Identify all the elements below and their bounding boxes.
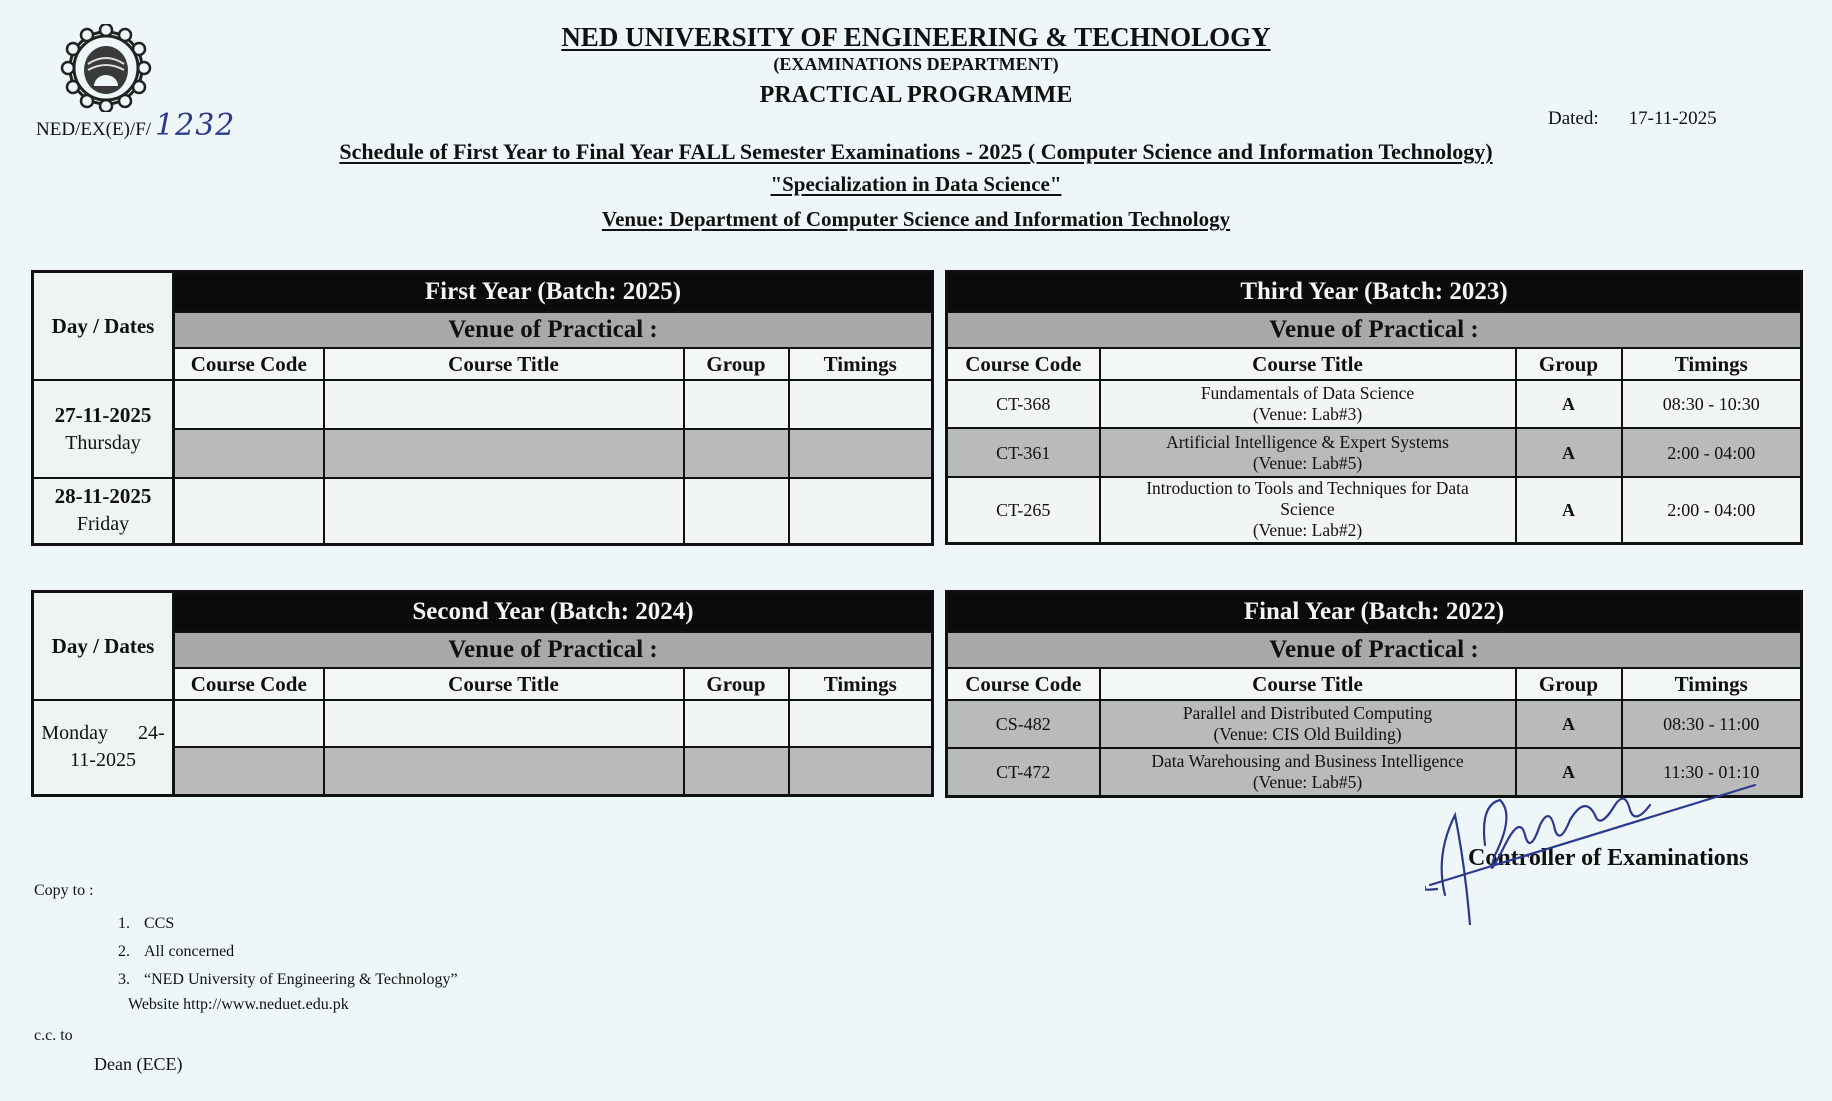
venue-of-practical: Venue of Practical :: [947, 312, 1802, 348]
course-title: Parallel and Distributed Computing: [1182, 703, 1433, 723]
date: 27-11-2025: [54, 402, 152, 427]
course-title-cell: [1100, 477, 1516, 543]
empty-cell: [789, 700, 933, 747]
day-dates-header: Day / Dates: [33, 592, 174, 701]
schedule-title: Schedule of First Year to Final Year FALL Semester Examinations - 2025 ( Computer Science and Information Technology): [339, 139, 1493, 164]
group: A: [1516, 428, 1622, 477]
course-code-header: Course Code: [947, 348, 1100, 380]
venue-title: Venue: Department of Computer Science and Information Technology: [601, 207, 1231, 231]
empty-cell: [684, 478, 789, 544]
empty-cell: [789, 429, 933, 478]
group: A: [1516, 477, 1622, 543]
date: 28-11-2025: [54, 484, 152, 509]
timings-header: Timings: [789, 348, 933, 380]
date-cell: [33, 700, 174, 795]
empty-cell: [174, 429, 324, 478]
empty-cell: [174, 478, 324, 544]
group: A: [1516, 700, 1622, 748]
timings-header: Timings: [1622, 668, 1802, 700]
table-row: [947, 380, 1802, 428]
second-year-table: [31, 590, 934, 797]
cc-label: c.c. to: [34, 1027, 73, 1044]
venue-of-practical: Venue of Practical :: [174, 312, 933, 348]
university-title: NED UNIVERSITY OF ENGINEERING & TECHNOLOGY: [561, 22, 1271, 52]
course-code: CT-361: [947, 428, 1100, 477]
course-code: CT-368: [947, 380, 1100, 428]
empty-cell: [684, 747, 789, 795]
empty-cell: [174, 747, 324, 795]
final-year-table: [945, 590, 1803, 798]
table-row: [947, 477, 1802, 543]
first-year-table: [31, 270, 934, 546]
course-title-header: Course Title: [324, 348, 684, 380]
dated-value: 17-11-2025: [1628, 108, 1717, 129]
weekday: Thursday: [65, 431, 141, 454]
list-item: 1. CCS: [118, 915, 175, 932]
timings: 2:00 - 04:00: [1622, 477, 1802, 543]
empty-cell: [324, 700, 684, 747]
course-title: Fundamentals of Data Science: [1200, 383, 1415, 403]
reference-handwritten: 1232: [155, 108, 236, 143]
timings: 08:30 - 10:30: [1622, 380, 1802, 428]
list-item: 3. “NED University of Engineering & Technology”: [118, 971, 458, 988]
empty-cell: [324, 380, 684, 429]
empty-cell: [789, 380, 933, 429]
course-code-header: Course Code: [174, 668, 324, 700]
final-year-title: Final Year (Batch: 2022): [947, 592, 1802, 633]
copy-to-label: Copy to :: [34, 882, 94, 899]
group: A: [1516, 380, 1622, 428]
empty-cell: [684, 700, 789, 747]
copy-to-list: [118, 910, 458, 994]
empty-cell: [324, 478, 684, 544]
empty-cell: [174, 700, 324, 747]
course-code-header: Course Code: [947, 668, 1100, 700]
third-year-table: [945, 270, 1803, 545]
group-header: Group: [1516, 348, 1622, 380]
third-year-title: Third Year (Batch: 2023): [947, 272, 1802, 313]
course-title: Data Warehousing and Business Intelligence: [1151, 750, 1464, 771]
course-venue: (Venue: CIS Old Building): [1213, 724, 1402, 744]
reference-number: [36, 108, 235, 143]
first-year-title: First Year (Batch: 2025): [174, 272, 933, 313]
course-title-cell: [1100, 700, 1516, 748]
empty-cell: [324, 429, 684, 478]
day-dates-header: Day / Dates: [33, 272, 174, 381]
course-title: Artificial Intelligence & Expert Systems: [1166, 431, 1449, 452]
course-venue: (Venue: Lab#3): [1252, 404, 1363, 424]
second-year-title: Second Year (Batch: 2024): [174, 592, 933, 633]
course-title-cell: [1100, 380, 1516, 428]
empty-cell: [789, 478, 933, 544]
group-header: Group: [1516, 668, 1622, 700]
dated: [1548, 108, 1717, 130]
signature-icon: [1425, 775, 1765, 925]
date-cell: [33, 380, 174, 478]
course-title-header: Course Title: [1100, 668, 1516, 700]
group: A: [1516, 748, 1622, 796]
venue-of-practical: Venue of Practical :: [174, 632, 933, 668]
reference-prefix: NED/EX(E)/F/: [36, 119, 152, 140]
table-row: [947, 428, 1802, 477]
course-title-header: Course Title: [1100, 348, 1516, 380]
empty-cell: [684, 429, 789, 478]
empty-cell: [324, 747, 684, 795]
controller-designation: Controller of Examinations: [1468, 845, 1749, 871]
course-title: Introduction to Tools and Techniques for Data Science: [1146, 478, 1469, 520]
empty-cell: [174, 380, 324, 429]
empty-cell: [789, 747, 933, 795]
course-venue: (Venue: Lab#5): [1252, 771, 1363, 792]
group-header: Group: [684, 348, 789, 380]
course-code: CT-472: [947, 748, 1100, 796]
course-code: CS-482: [947, 700, 1100, 748]
venue-of-practical: Venue of Practical :: [947, 632, 1802, 668]
specialization-title: "Specialization in Data Science": [770, 172, 1062, 196]
date-line-1: Monday 24-: [41, 722, 165, 745]
programme-title: PRACTICAL PROGRAMME: [759, 82, 1073, 108]
department-subtitle: (EXAMINATIONS DEPARTMENT): [773, 54, 1059, 74]
timings: 2:00 - 04:00: [1622, 428, 1802, 477]
timings: 11:30 - 01:10: [1622, 748, 1802, 796]
table-row: [947, 700, 1802, 748]
timings-header: Timings: [1622, 348, 1802, 380]
website-text: Website http://www.neduet.edu.pk: [128, 996, 349, 1013]
weekday: Friday: [76, 513, 130, 536]
empty-cell: [684, 380, 789, 429]
course-title-header: Course Title: [324, 668, 684, 700]
timings-header: Timings: [789, 668, 933, 700]
course-code: CT-265: [947, 477, 1100, 543]
course-code-header: Course Code: [174, 348, 324, 380]
course-venue: (Venue: Lab#2): [1252, 520, 1363, 541]
dated-label: Dated:: [1548, 108, 1599, 129]
date-line-2: 11-2025: [70, 749, 136, 772]
timings: 08:30 - 11:00: [1622, 700, 1802, 748]
course-title-cell: [1100, 428, 1516, 477]
group-header: Group: [684, 668, 789, 700]
cc-recipient: Dean (ECE): [94, 1054, 183, 1074]
list-item: 2. All concerned: [118, 943, 235, 960]
date-cell: [33, 478, 174, 544]
course-venue: (Venue: Lab#5): [1252, 452, 1363, 473]
